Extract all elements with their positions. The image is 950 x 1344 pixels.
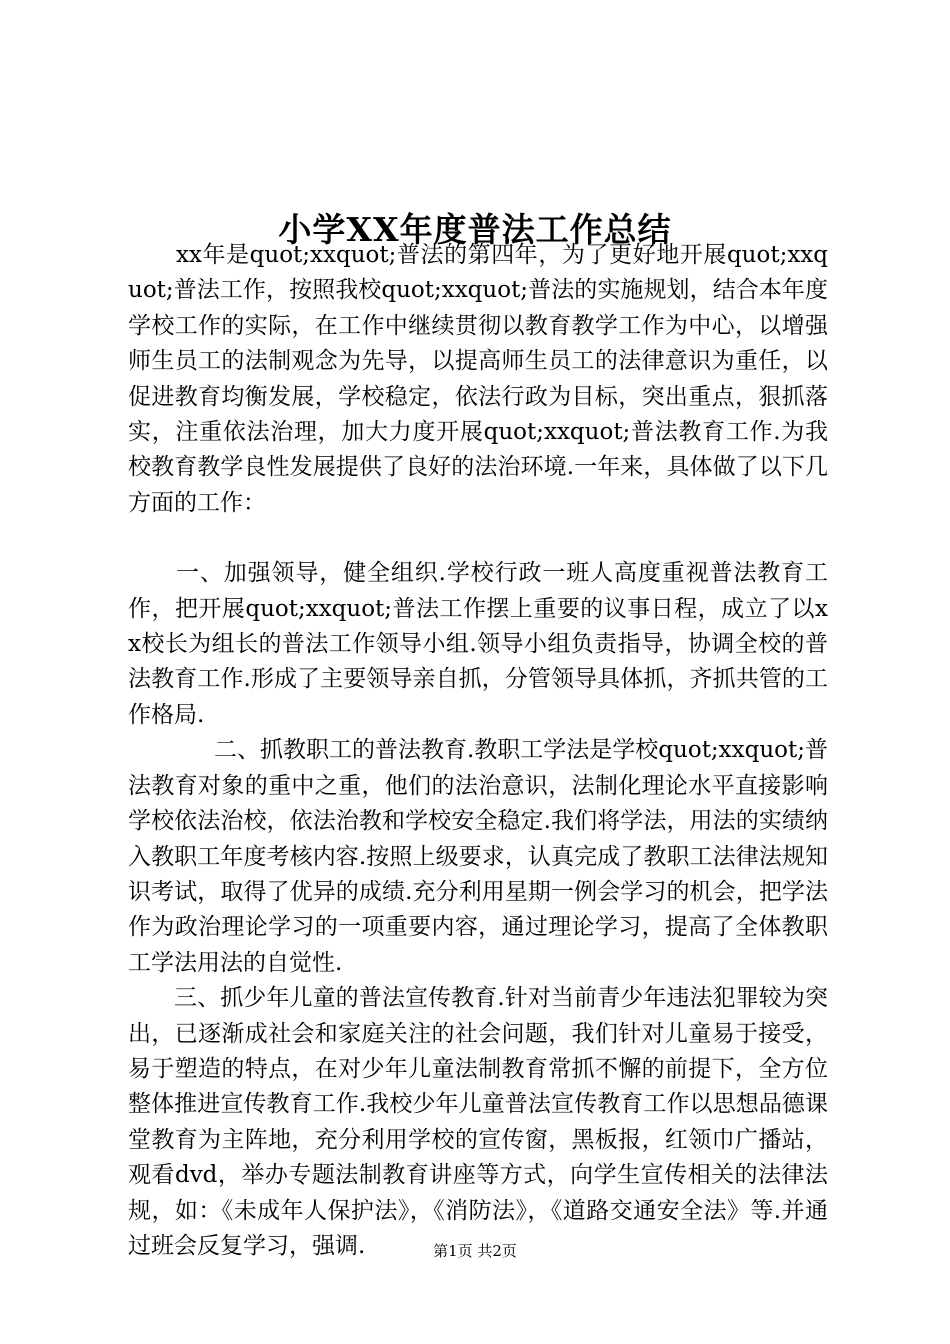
- intro-paragraph: xx年是quot;xxquot;普法的第四年，为了更好地开展quot;xxquot;普法工作，按照我校quot;xxquot;普法的实施规划，结合本年度学校工作的实际，在工作中继续贯彻以教育教学工作为中心，以增强师生员工的法制观念为先导，以提高师生员工的法律意识为重任，以促进教育均衡发展，学校稳定，依法行政为目标，突出重点，狠抓落实，注重依法治理，加大力度开展quot;xxquot;普法教育工作.为我校教育教学良性发展提供了良好的法治环境.一年来，具体做了以下几方面的工作：: [128, 242, 828, 516]
- document-body: [128, 238, 828, 1264]
- document-title: 小学XX年度普法工作总结: [278, 210, 672, 250]
- page-footer: 第1页 共2页: [433, 1242, 517, 1260]
- section-2-paragraph: 二、抓教职工的普法教育.教职工学法是学校quot;xxquot;普法教育对象的重中之重，他们的法治意识，法制化理论水平直接影响学校依法治校，依法治教和学校安全稳定.我们将学法，用法的实绩纳入教职工年度考核内容.按照上级要求，认真完成了教职工法律法规知识考试，取得了优异的成绩.充分利用星期一例会学习的机会，把学法作为政治理论学习的一项重要内容，通过理论学习，提高了全体教职工学法用法的自觉性.: [128, 737, 829, 976]
- section-3-paragraph: 三、抓少年儿童的普法宣传教育.针对当前青少年违法犯罪较为突出，已逐渐成社会和家庭关注的社会问题，我们针对儿童易于接受，易于塑造的特点，在对少年儿童法制教育常抓不懈的前提下，全方位整体推进宣传教育工作.我校少年儿童普法宣传教育工作以思想品德课堂教育为主阵地，充分利用学校的宣传窗，黑板报，红领巾广播站，观看dvd，举办专题法制教育讲座等方式，向学生宣传相关的法律法规，如：《未成年人保护法》，《消防法》，《道路交通安全法》等.并通过班会反复学习，强调.: [128, 985, 828, 1259]
- section-1-paragraph: 一、加强领导，健全组织.学校行政一班人高度重视普法教育工作，把开展quot;xxquot;普法工作摆上重要的议事日程，成立了以xx校长为组长的普法工作领导小组.领导小组负责指导，协调全校的普法教育工作.形成了主要领导亲自抓，分管领导具体抓，齐抓共管的工作格局.: [128, 560, 828, 728]
